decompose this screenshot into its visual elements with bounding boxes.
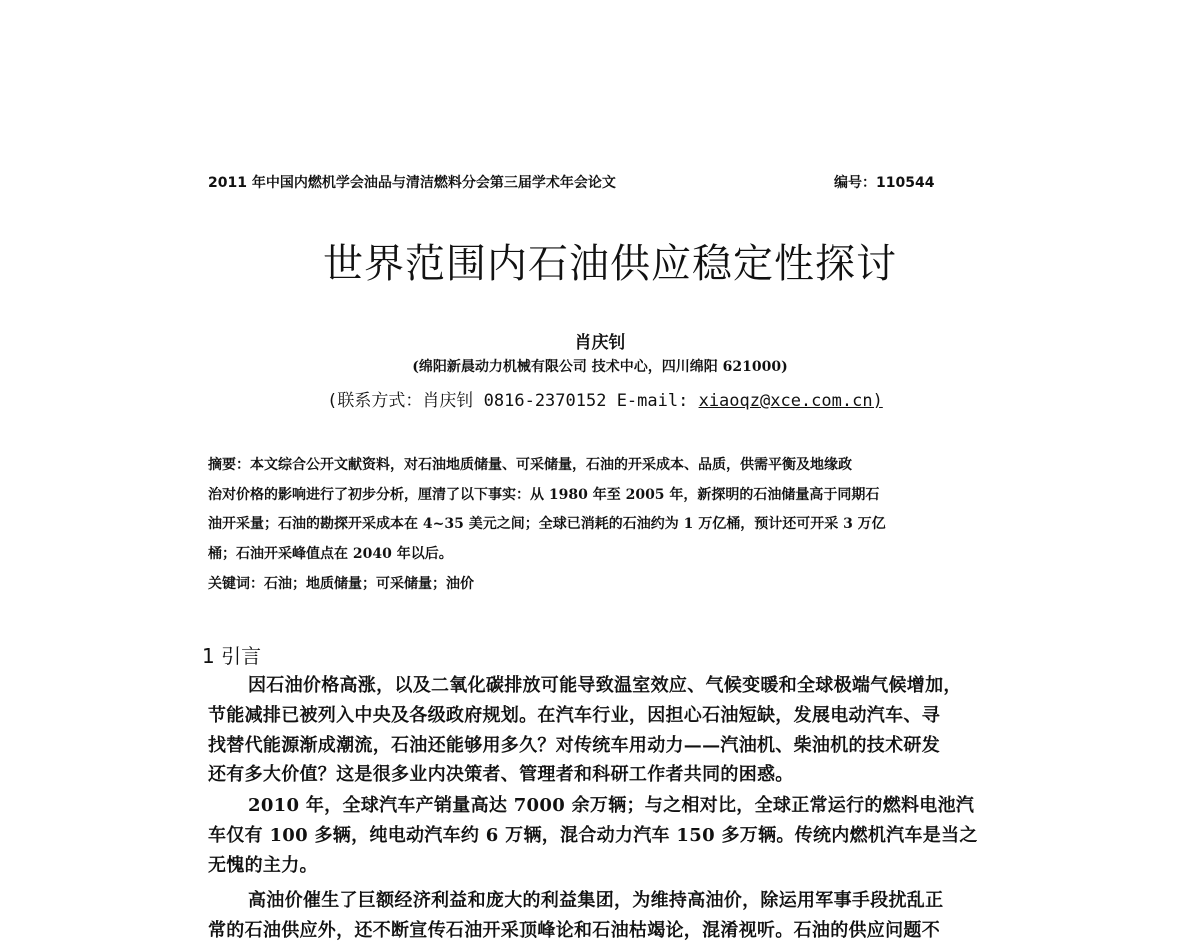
abstract-line: 桶；石油开采峰值点在 2040 年以后。 <box>208 546 453 562</box>
affiliation: (绵阳新晨动力机械有限公司 技术中心，四川绵阳 621000) <box>412 359 788 375</box>
abstract-text: 本文综合公开文献资料，对石油地质储量、可采储量，石油的开采成本、品质，供需平衡及地缘政 <box>250 457 852 473</box>
body-line: 找替代能源渐成潮流，石油还能够用多久？对传统车用动力——汽油机、柴油机的技术研发 <box>208 735 940 756</box>
keywords: 石油；地质储量；可采储量；油价 <box>264 576 474 592</box>
body-line: 车仅有 100 多辆，纯电动汽车约 6 万辆，混合动力汽车 150 多万辆。传统内燃机汽车是当之 <box>208 825 978 846</box>
paper-number <box>834 172 934 192</box>
paper-number-value: 110544 <box>876 175 935 191</box>
body-line: 节能减排已被列入中央及各级政府规划。在汽车行业，因担心石油短缺，发展电动汽车、寻 <box>208 705 940 726</box>
body-line: 无愧的主力。 <box>208 855 318 876</box>
email-link[interactable]: xiaoqz@xce.com.cn) <box>698 391 883 411</box>
abstract-line <box>208 454 852 474</box>
contact <box>0 386 1200 411</box>
section-heading: 1 引言 <box>202 644 262 668</box>
body-line: 还有多大价值？这是很多业内决策者、管理者和科研工作者共同的困惑。 <box>208 764 794 785</box>
abstract-line: 油开采量；石油的勘探开采成本在 4~35 美元之间；全球已消耗的石油约为 1 万亿桶，预计还可开采 3 万亿 <box>208 516 886 532</box>
abstract-line: 治对价格的影响进行了初步分析，厘清了以下事实：从 1980 年至 2005 年，新探明的石油储量高于同期石 <box>208 487 880 503</box>
abstract-label: 摘要： <box>208 457 250 473</box>
body-line: 2010 年，全球汽车产销量高达 7000 余万辆；与之相对比，全球正常运行的燃料电池汽 <box>248 795 975 816</box>
keywords-label: 关键词： <box>208 576 264 592</box>
author: 肖庆钊 <box>574 333 626 353</box>
body-line: 高油价催生了巨额经济利益和庞大的利益集团，为维持高油价，除运用军事手段扰乱正 <box>248 890 944 911</box>
keywords-line <box>208 573 474 593</box>
paper-title: 世界范围内石油供应稳定性探讨 <box>323 241 897 287</box>
contact-prefix: (联系方式：肖庆钊 0816-2370152 E-mail: <box>327 391 699 411</box>
paper-number-label: 编号： <box>834 175 876 191</box>
body-line: 因石油价格高涨，以及二氧化碳排放可能导致温室效应、气候变暖和全球极端气候增加， <box>248 675 962 696</box>
conference-header: 2011 年中国内燃机学会油品与清洁燃料分会第三届学术年会论文 <box>208 175 616 191</box>
body-line: 常的石油供应外，还不断宣传石油开采顶峰论和石油枯竭论，混淆视听。石油的供应问题不 <box>208 920 940 941</box>
